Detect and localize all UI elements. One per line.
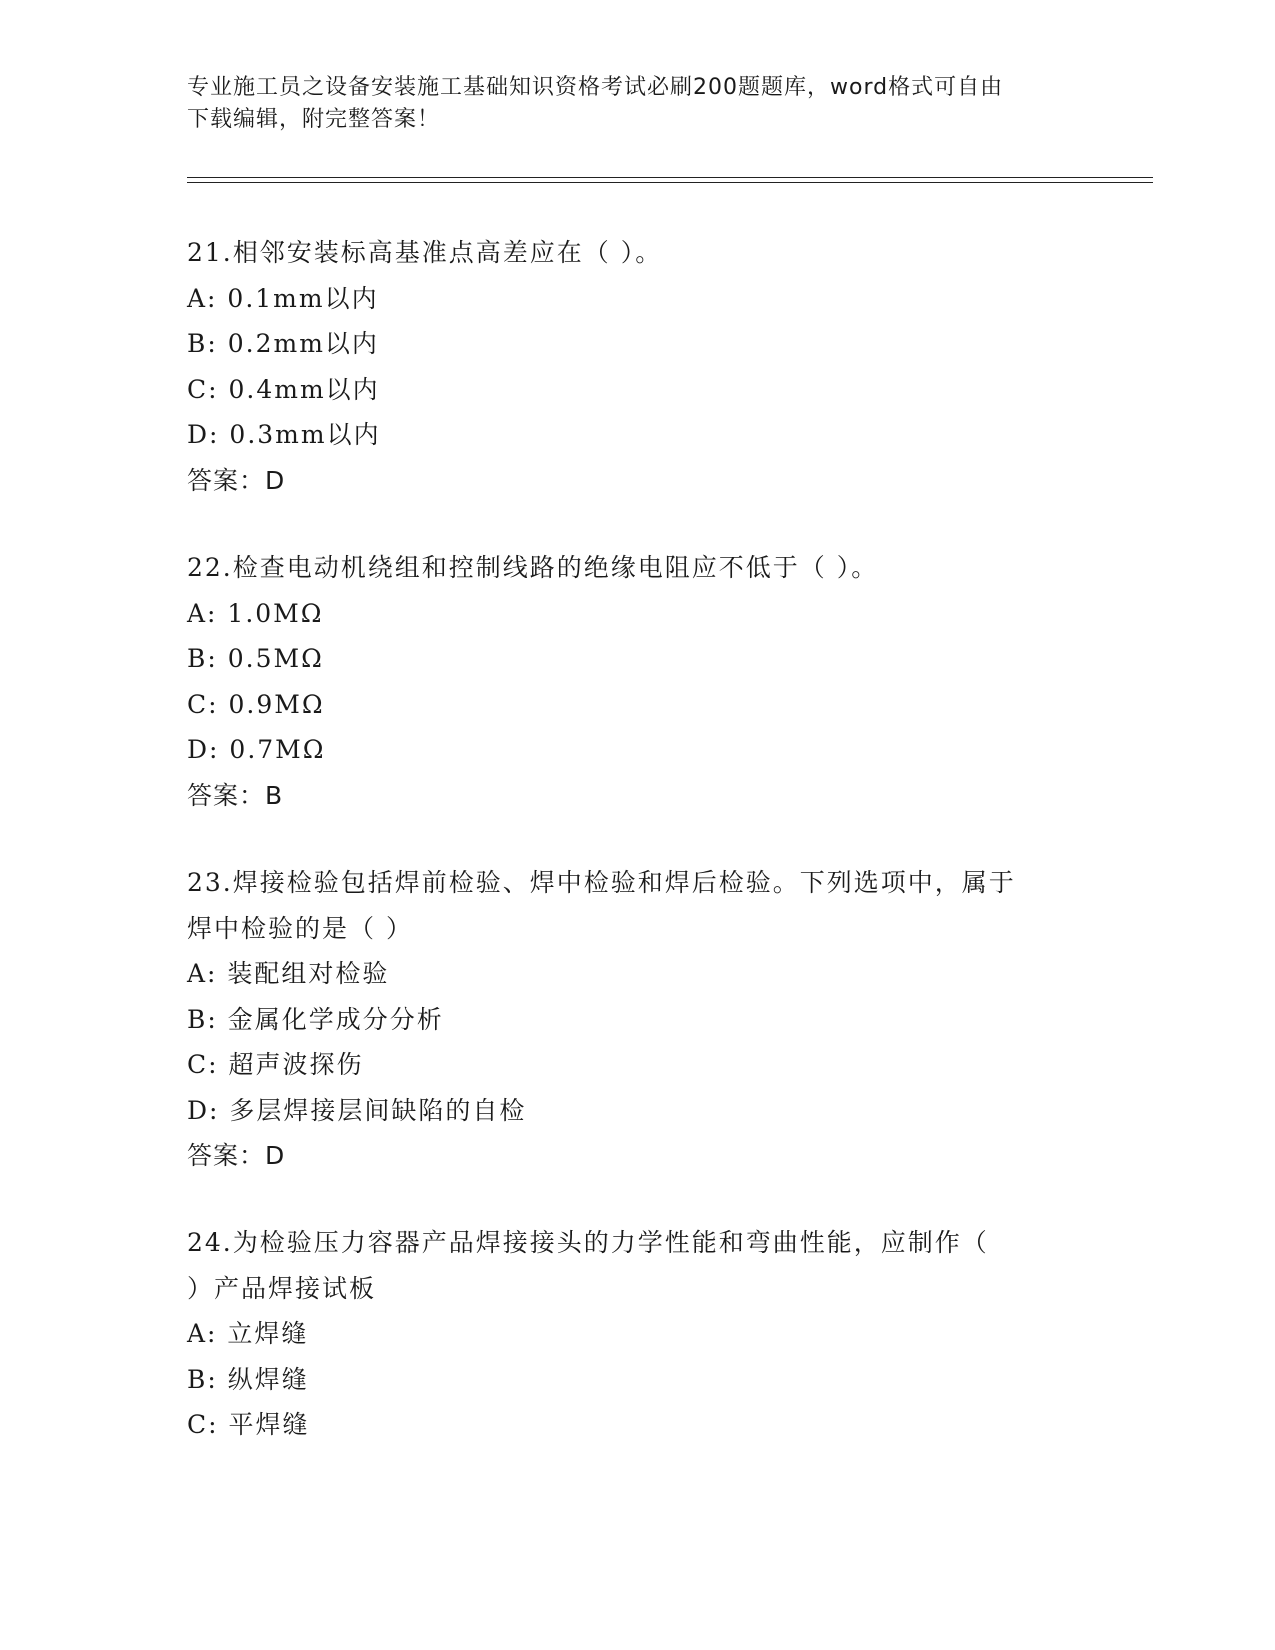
answer-line: 答案：D	[187, 465, 286, 495]
header-line-2: 下载编辑，附完整答案！	[187, 107, 441, 132]
option-c: C: 0.9MΩ	[187, 689, 325, 719]
question-stem: 22.检查电动机绕组和控制线路的绝缘电阻应不低于（ ）。	[187, 553, 879, 582]
option-a: A: 装配组对检验	[187, 959, 390, 988]
option-d: D: 0.3mm以内	[187, 420, 381, 449]
option-b: B: 纵焊缝	[187, 1364, 309, 1394]
option-a: A: 1.0MΩ	[187, 598, 324, 628]
question-22	[187, 545, 1087, 818]
option-d: D: 多层焊接层间缺陷的自检	[187, 1095, 527, 1125]
option-d: D: 0.7MΩ	[187, 735, 326, 764]
answer-line: 答案：B	[187, 780, 284, 810]
header-divider-top	[187, 177, 1153, 178]
question-stem: 24.为检验压力容器产品焊接接头的力学性能和弯曲性能，应制作（	[187, 1228, 989, 1257]
question-stem-continued: 焊中检验的是（ ）	[187, 913, 413, 943]
option-b: B: 0.2mm以内	[187, 329, 379, 358]
question-stem: 23.焊接检验包括焊前检验、焊中检验和焊后检验。下列选项中，属于	[187, 868, 1016, 897]
option-b: B: 0.5MΩ	[187, 644, 324, 673]
option-a: A: 立焊缝	[187, 1319, 309, 1348]
option-a: A: 0.1mm以内	[187, 283, 379, 313]
option-c: C: 0.4mm以内	[187, 374, 380, 404]
question-stem-continued: ）产品焊接试板	[187, 1273, 377, 1303]
question-21	[187, 230, 1087, 503]
question-24	[187, 1220, 1087, 1448]
question-stem: 21.相邻安装标高基准点高差应在（ ）。	[187, 238, 663, 267]
option-b: B: 金属化学成分分析	[187, 1004, 444, 1034]
document-header	[187, 72, 1077, 136]
header-line-1: 专业施工员之设备安装施工基础知识资格考试必刷200题题库，word格式可自由	[187, 75, 1004, 100]
option-c: C: 超声波探伤	[187, 1050, 364, 1079]
question-23	[187, 860, 1087, 1179]
header-divider-bottom	[187, 182, 1153, 183]
answer-line: 答案：D	[187, 1141, 286, 1170]
option-c: C: 平焊缝	[187, 1410, 310, 1439]
